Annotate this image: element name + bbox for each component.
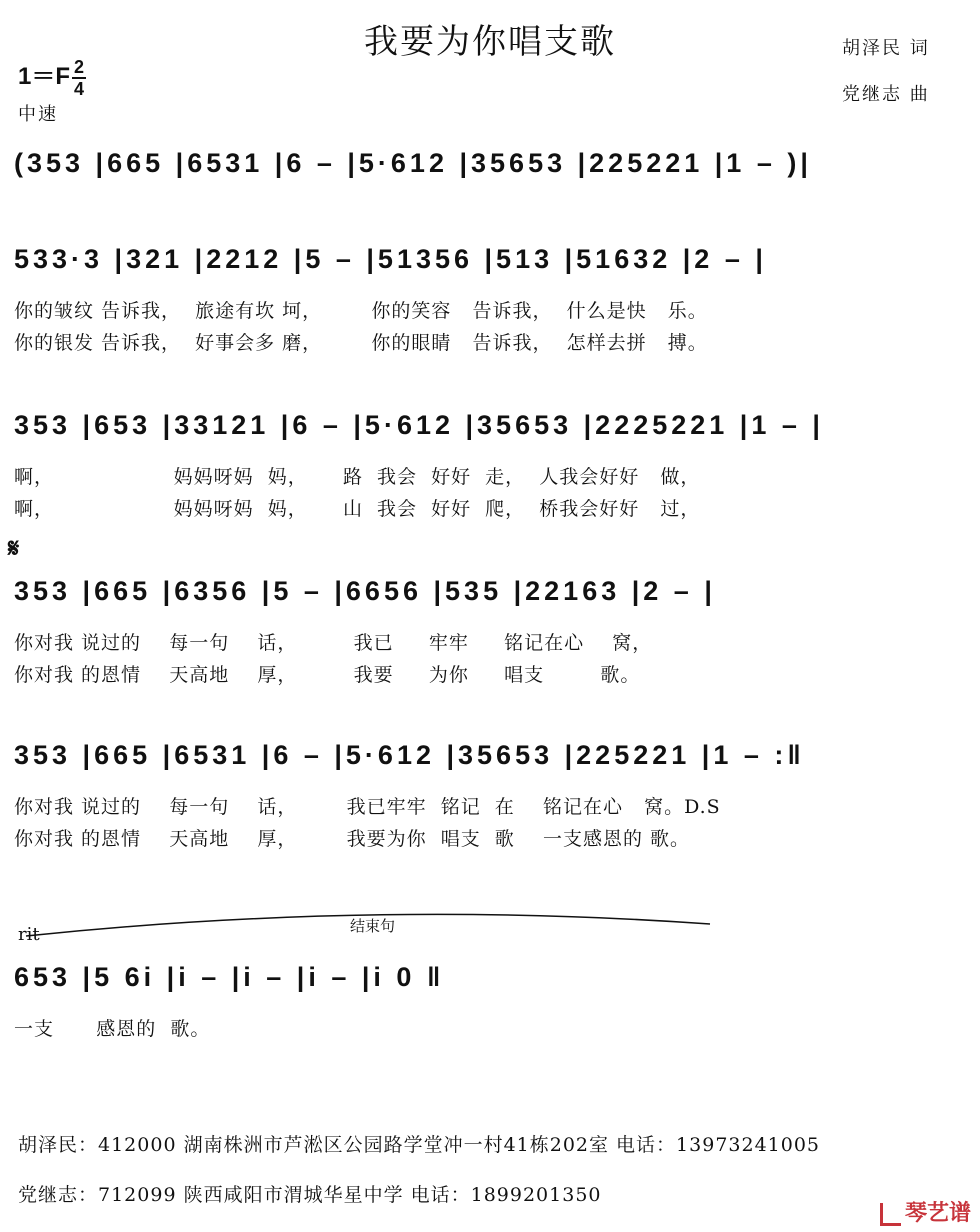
watermark-text: 琴艺谱	[905, 1200, 972, 1225]
notation-line: 653 |5 6i |i – |i – |i – |i 0 ‖	[14, 962, 445, 992]
lyric-verse-2: 啊， 妈妈呀妈 妈， 山 我会 好好 爬， 桥我会好好 过，	[14, 498, 701, 520]
tempo-marking: 中速	[18, 104, 58, 125]
lyric-verse-2: 你对我 的恩情 天高地 厚， 我要 为你 唱支 歌。	[14, 664, 641, 686]
segno-sign: 𝄋	[8, 533, 20, 563]
time-denominator: 4	[74, 78, 85, 99]
notation-line: 353 |665 |6531 |6 – |5·612 |35653 |225221 |1 – :‖	[14, 740, 805, 770]
notation-line: 533·3 |321 |2212 |5 – |51356 |513 |51632 |2 – |	[14, 244, 767, 274]
lyric-verse-1: 你对我 说过的 每一句 话， 我已牢牢 铭记 在 铭记在心 窝。D.S	[14, 796, 721, 818]
logo-icon	[880, 1203, 901, 1226]
rit-marking: rit	[18, 924, 40, 945]
lyric-verse-2: 你对我 的恩情 天高地 厚， 我要为你 唱支 歌 一支感恩的 歌。	[14, 828, 690, 850]
lyric-verse-1: 啊， 妈妈呀妈 妈， 路 我会 好好 走， 人我会好好 做，	[14, 466, 701, 488]
lyric-verse-1: 你的皱纹 告诉我， 旅途有坎 坷， 你的笑容 告诉我， 什么是快 乐。	[14, 300, 708, 322]
composer-address: 党继志：712099 陕西咸阳市渭城华星中学 电话：1899201350	[18, 1184, 602, 1206]
time-signature	[72, 58, 86, 98]
notation-line: 353 |653 |33121 |6 – |5·612 |35653 |2225221 |1 – |	[14, 410, 824, 440]
lyric-verse-1: 你对我 说过的 每一句 话， 我已 牢牢 铭记在心 窝，	[14, 632, 653, 654]
notation-line: 353 |665 |6356 |5 – |6656 |535 |22163 |2 – |	[14, 576, 716, 606]
lyricist-address: 胡泽民：412000 湖南株洲市芦淞区公园路学堂冲一村41栋202室 电话：13973241005	[18, 1134, 821, 1156]
composer-credit: 党继志 曲	[842, 84, 930, 105]
key-signature	[18, 56, 86, 98]
time-numerator: 2	[74, 56, 85, 77]
notation-line: (353 |665 |6531 |6 – |5·612 |35653 |225221 |1 – )|	[14, 148, 812, 178]
lyric-verse-2: 你的银发 告诉我， 好事会多 磨， 你的眼睛 告诉我， 怎样去拼 搏。	[14, 332, 708, 354]
ending-label: 结束句	[350, 917, 396, 935]
lyricist-credit: 胡泽民 词	[842, 38, 930, 59]
song-title: 我要为你唱支歌	[364, 22, 616, 62]
key-label: 1＝F	[18, 63, 71, 90]
watermark-logo	[880, 1196, 971, 1227]
lyric-verse-1: 一支 感恩的 歌。	[14, 1018, 211, 1040]
